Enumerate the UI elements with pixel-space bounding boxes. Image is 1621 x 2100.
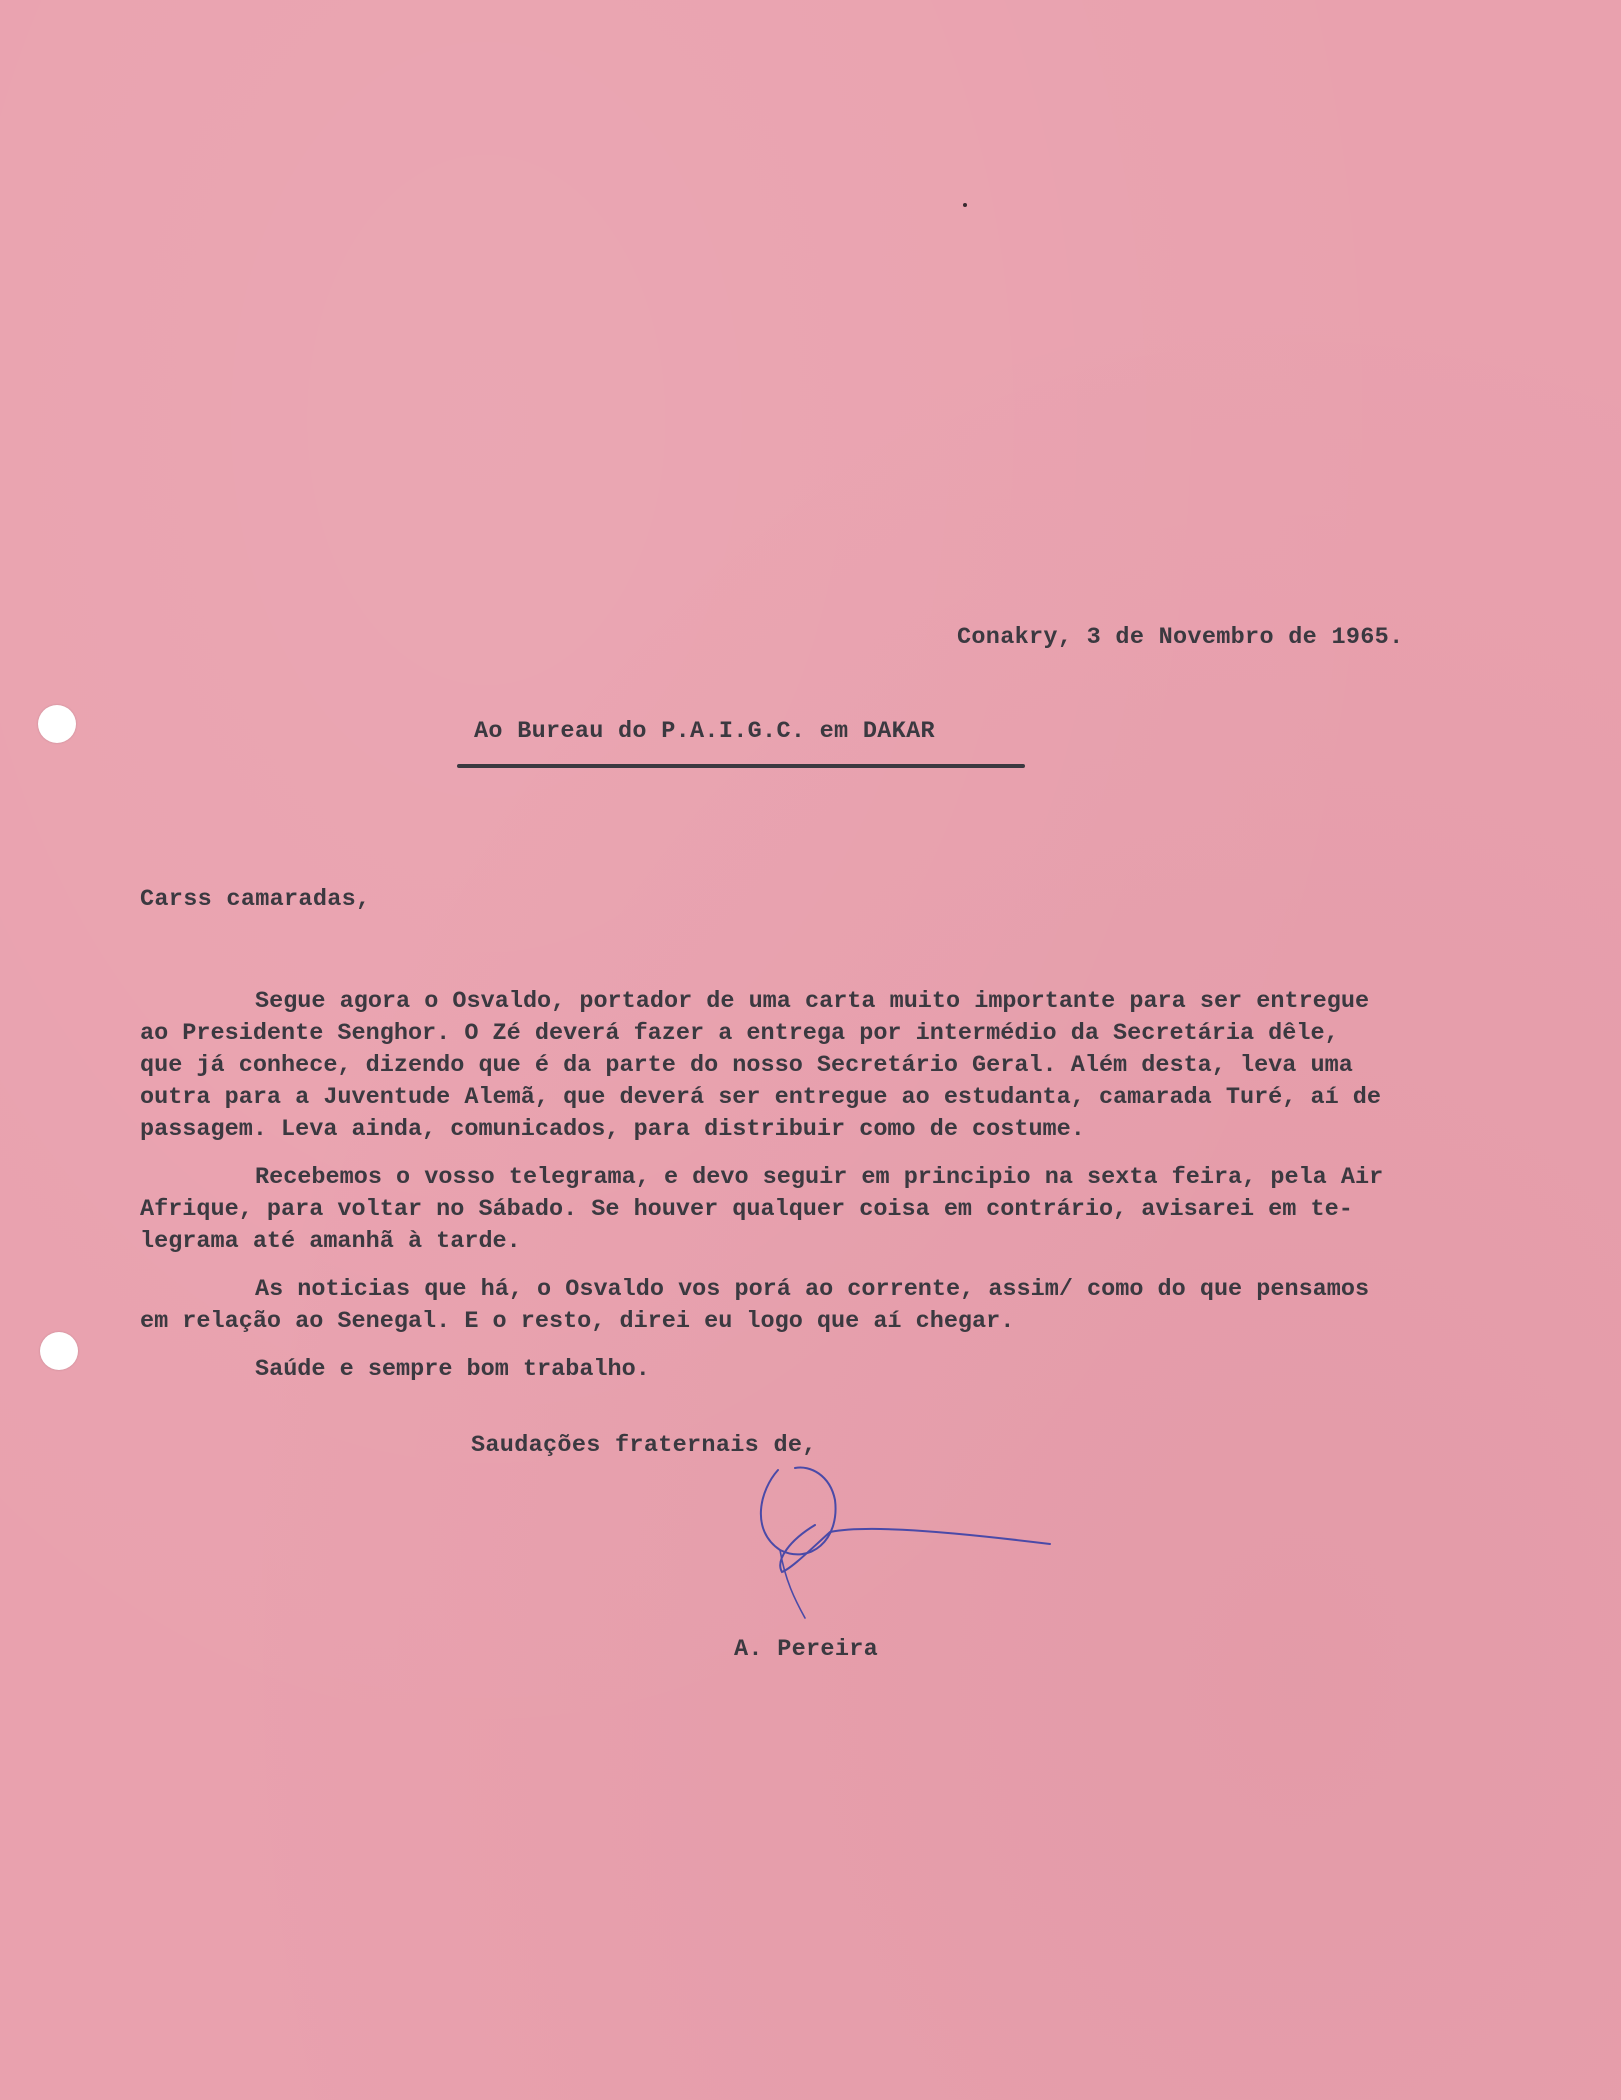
paragraph-2 [140,1162,1600,1258]
letter-body [140,986,1600,1402]
punch-hole-top [38,705,76,743]
body-line: Saúde e sempre bom trabalho. [255,1356,650,1383]
closing: Saudações fraternais de, [471,1432,817,1459]
addressee-heading: Ao Bureau do P.A.I.G.C. em DAKAR [474,718,935,745]
body-line: ao Presidente Senghor. O Zé deverá fazer a entrega por intermédio da Secretária dêle, [140,1020,1339,1047]
body-line: Afrique, para voltar no Sábado. Se houver qualquer coisa em contrário, avisarei em te- [140,1196,1353,1223]
body-line: que já conhece, dizendo que é da parte do nosso Secretário Geral. Além desta, leva uma [140,1052,1353,1079]
paragraph-3 [140,1274,1600,1338]
paragraph-1 [140,986,1600,1146]
place-date: Conakry, 3 de Novembro de 1965. [957,624,1404,651]
body-line: passagem. Leva ainda, comunicados, para distribuir como de costume. [140,1116,1085,1143]
salutation: Carss camaradas, [140,886,371,913]
body-line: outra para a Juventude Alemã, que deverá ser entregue ao estudanta, camarada Turé, aí de [140,1084,1382,1111]
punch-hole-bottom [40,1332,78,1370]
paragraph-4 [140,1354,1600,1386]
addressee-underline [457,764,1025,768]
body-line: em relação ao Senegal. E o resto, direi eu logo que aí chegar. [140,1308,1015,1335]
body-line: legrama até amanhã à tarde. [140,1228,521,1255]
handwritten-signature [720,1440,1060,1620]
paper-speck [963,203,967,207]
body-line: As noticias que há, o Osvaldo vos porá ao corrente, assim/ como do que pensamos [255,1276,1370,1303]
body-line: Recebemos o vosso telegrama, e devo seguir em principio na sexta feira, pela Air [255,1164,1384,1191]
body-line: Segue agora o Osvaldo, portador de uma carta muito importante para ser entregue [255,988,1370,1015]
signatory-name: A. Pereira [734,1636,879,1663]
